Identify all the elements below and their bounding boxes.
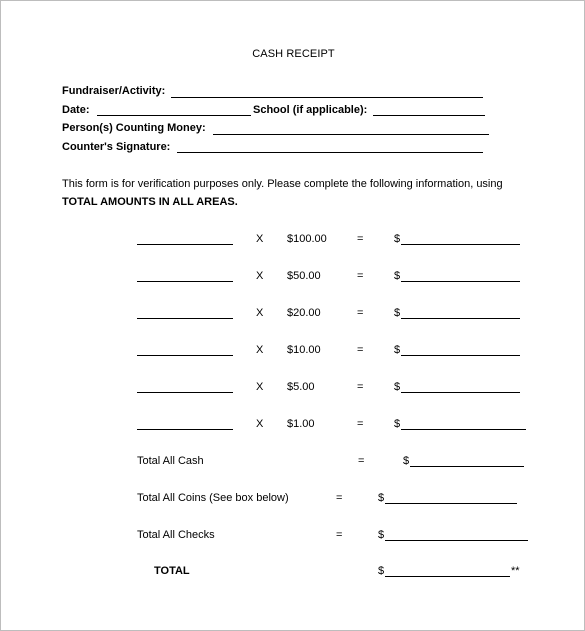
- total-footnote-mark: **: [511, 565, 520, 577]
- equals-sign: =: [357, 270, 364, 282]
- dollar-sign: $: [378, 565, 385, 577]
- total-cash-field[interactable]: [410, 466, 524, 467]
- page-title: CASH RECEIPT: [252, 48, 335, 60]
- dollar-sign: $: [394, 381, 401, 393]
- school-field[interactable]: [373, 115, 485, 116]
- count-field[interactable]: [137, 318, 233, 319]
- count-field[interactable]: [137, 281, 233, 282]
- denomination-amount: $5.00: [287, 381, 315, 393]
- count-field[interactable]: [137, 392, 233, 393]
- total-label: TOTAL: [154, 565, 190, 577]
- persons-counting-field[interactable]: [213, 134, 489, 135]
- subtotal-field[interactable]: [401, 281, 520, 282]
- fundraiser-field[interactable]: [171, 97, 483, 98]
- instructions-line-2: TOTAL AMOUNTS IN ALL AREAS.: [62, 196, 238, 208]
- times-sign: X: [256, 418, 264, 430]
- equals-sign: =: [357, 307, 364, 319]
- date-field[interactable]: [97, 115, 251, 116]
- times-sign: X: [256, 307, 264, 319]
- denomination-amount: $10.00: [287, 344, 321, 356]
- dollar-sign: $: [394, 344, 401, 356]
- subtotal-field[interactable]: [401, 318, 520, 319]
- denomination-amount: $50.00: [287, 270, 321, 282]
- times-sign: X: [256, 233, 264, 245]
- count-field[interactable]: [137, 244, 233, 245]
- dollar-sign: $: [378, 492, 385, 504]
- total-coins-label: Total All Coins (See box below): [137, 492, 289, 504]
- signature-field[interactable]: [177, 152, 483, 153]
- total-cash-label: Total All Cash: [137, 455, 204, 467]
- school-label: School (if applicable):: [253, 104, 368, 116]
- subtotal-field[interactable]: [401, 429, 526, 430]
- fundraiser-label: Fundraiser/Activity:: [62, 85, 166, 97]
- denomination-amount: $1.00: [287, 418, 315, 430]
- count-field[interactable]: [137, 355, 233, 356]
- denomination-amount: $20.00: [287, 307, 321, 319]
- equals-sign: =: [357, 381, 364, 393]
- times-sign: X: [256, 270, 264, 282]
- subtotal-field[interactable]: [401, 355, 520, 356]
- equals-sign: =: [336, 529, 343, 541]
- dollar-sign: $: [394, 418, 401, 430]
- times-sign: X: [256, 381, 264, 393]
- count-field[interactable]: [137, 429, 233, 430]
- dollar-sign: $: [378, 529, 385, 541]
- times-sign: X: [256, 344, 264, 356]
- dollar-sign: $: [394, 270, 401, 282]
- dollar-sign: $: [394, 233, 401, 245]
- dollar-sign: $: [403, 455, 410, 467]
- equals-sign: =: [357, 418, 364, 430]
- equals-sign: =: [358, 455, 365, 467]
- total-checks-field[interactable]: [385, 540, 528, 541]
- subtotal-field[interactable]: [401, 392, 520, 393]
- grand-total-field[interactable]: [385, 576, 510, 577]
- equals-sign: =: [336, 492, 343, 504]
- subtotal-field[interactable]: [401, 244, 520, 245]
- total-checks-label: Total All Checks: [137, 529, 215, 541]
- denomination-amount: $100.00: [287, 233, 327, 245]
- signature-label: Counter's Signature:: [62, 141, 171, 153]
- instructions-line-1: This form is for verification purposes only. Please complete the following information, using: [62, 178, 503, 190]
- date-label: Date:: [62, 104, 90, 116]
- total-coins-field[interactable]: [385, 503, 517, 504]
- persons-counting-label: Person(s) Counting Money:: [62, 122, 206, 134]
- equals-sign: =: [357, 233, 364, 245]
- equals-sign: =: [357, 344, 364, 356]
- dollar-sign: $: [394, 307, 401, 319]
